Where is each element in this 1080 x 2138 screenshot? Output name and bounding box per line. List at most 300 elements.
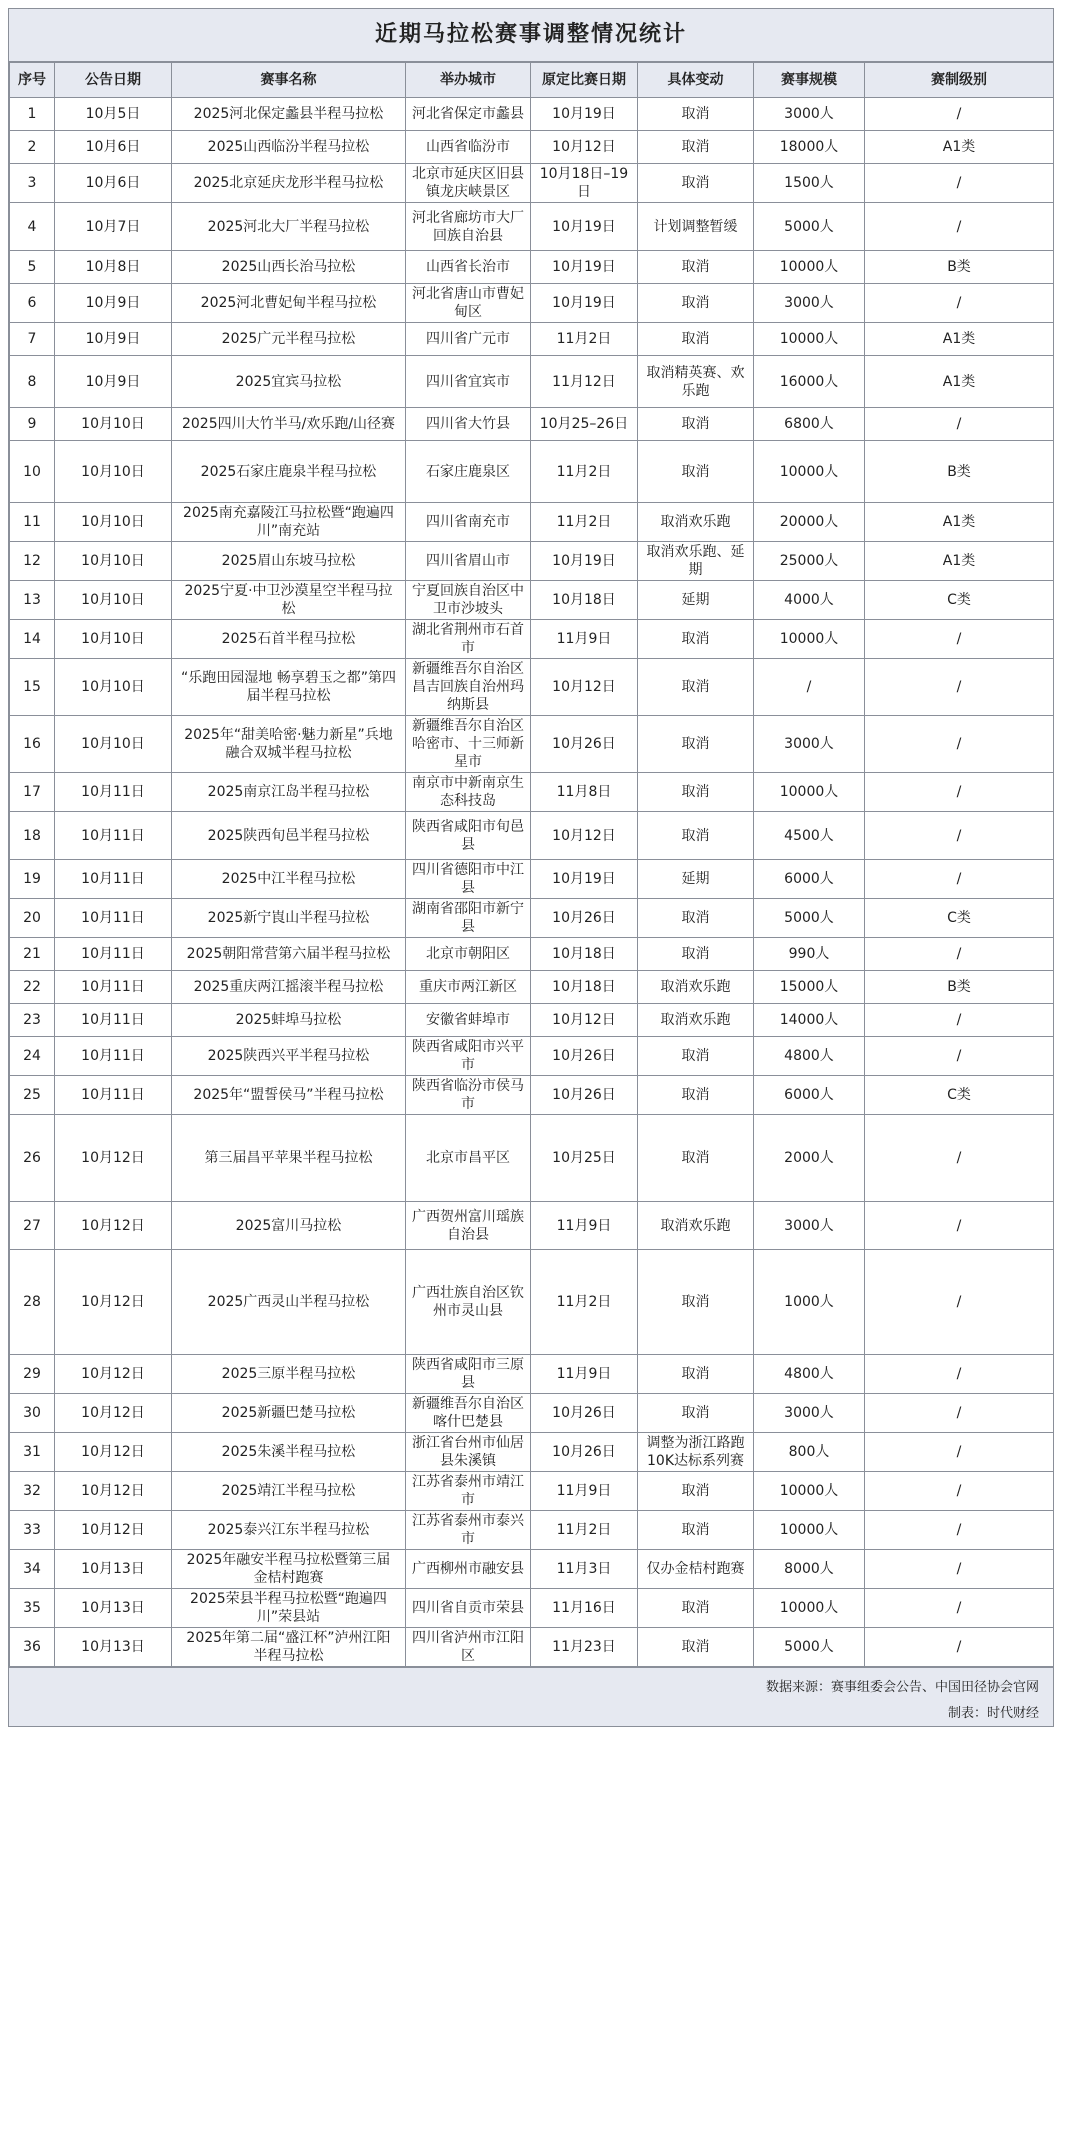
table-body	[10, 98, 1054, 1667]
table-row	[10, 1250, 1054, 1355]
cell-change: 取消	[638, 1076, 754, 1115]
cell-city: 安徽省蚌埠市	[406, 1004, 531, 1037]
cell-change: 取消	[638, 1511, 754, 1550]
cell-date: 10月11日	[55, 773, 172, 812]
cell-city: 江苏省泰州市泰兴市	[406, 1511, 531, 1550]
col-header-date: 公告日期	[55, 63, 172, 98]
cell-level: /	[865, 203, 1054, 251]
table-row	[10, 408, 1054, 441]
cell-city: 四川省南充市	[406, 503, 531, 542]
cell-level: /	[865, 1433, 1054, 1472]
cell-level: A1类	[865, 131, 1054, 164]
cell-city: 浙江省台州市仙居县朱溪镇	[406, 1433, 531, 1472]
cell-scale: 14000人	[754, 1004, 865, 1037]
cell-date: 10月11日	[55, 971, 172, 1004]
cell-no: 10	[10, 441, 55, 503]
cell-name: 2025朱溪半程马拉松	[172, 1433, 406, 1472]
table-row	[10, 812, 1054, 860]
cell-city: 河北省廊坊市大厂回族自治县	[406, 203, 531, 251]
cell-date: 10月11日	[55, 1076, 172, 1115]
cell-name: 2025中江半程马拉松	[172, 860, 406, 899]
cell-city: 四川省广元市	[406, 323, 531, 356]
table-row	[10, 503, 1054, 542]
table-row	[10, 1355, 1054, 1394]
table-row	[10, 716, 1054, 773]
cell-name: 第三届昌平苹果半程马拉松	[172, 1115, 406, 1202]
cell-no: 11	[10, 503, 55, 542]
cell-scale: 10000人	[754, 441, 865, 503]
cell-change: 取消	[638, 1115, 754, 1202]
cell-name: 2025蚌埠马拉松	[172, 1004, 406, 1037]
cell-scale: 10000人	[754, 620, 865, 659]
cell-date: 10月13日	[55, 1589, 172, 1628]
cell-orig-date: 11月12日	[531, 356, 638, 408]
cell-city: 陕西省咸阳市三原县	[406, 1355, 531, 1394]
cell-no: 33	[10, 1511, 55, 1550]
cell-level: C类	[865, 581, 1054, 620]
cell-name: 2025年“盟誓侯马”半程马拉松	[172, 1076, 406, 1115]
cell-date: 10月9日	[55, 284, 172, 323]
col-header-city: 举办城市	[406, 63, 531, 98]
cell-no: 6	[10, 284, 55, 323]
cell-scale: 8000人	[754, 1550, 865, 1589]
cell-date: 10月11日	[55, 899, 172, 938]
cell-name: 2025南充嘉陵江马拉松暨“跑遍四川”南充站	[172, 503, 406, 542]
cell-scale: 10000人	[754, 323, 865, 356]
cell-level: A1类	[865, 542, 1054, 581]
table-row	[10, 1115, 1054, 1202]
cell-orig-date: 10月26日	[531, 1394, 638, 1433]
cell-date: 10月11日	[55, 1004, 172, 1037]
cell-orig-date: 11月2日	[531, 1511, 638, 1550]
cell-change: 取消欢乐跑	[638, 971, 754, 1004]
table-row	[10, 1004, 1054, 1037]
cell-orig-date: 11月9日	[531, 1472, 638, 1511]
cell-change: 取消	[638, 1394, 754, 1433]
cell-name: 2025荣县半程马拉松暨“跑遍四川”荣县站	[172, 1589, 406, 1628]
cell-name: 2025山西临汾半程马拉松	[172, 131, 406, 164]
cell-orig-date: 10月19日	[531, 251, 638, 284]
cell-level: /	[865, 98, 1054, 131]
table-row	[10, 620, 1054, 659]
table-row	[10, 581, 1054, 620]
cell-level: B类	[865, 251, 1054, 284]
cell-orig-date: 11月23日	[531, 1628, 638, 1667]
cell-change: 调整为浙江路跑10K达标系列赛	[638, 1433, 754, 1472]
cell-city: 新疆维吾尔自治区哈密市、十三师新星市	[406, 716, 531, 773]
cell-city: 江苏省泰州市靖江市	[406, 1472, 531, 1511]
cell-change: 取消精英赛、欢乐跑	[638, 356, 754, 408]
cell-city: 新疆维吾尔自治区喀什巴楚县	[406, 1394, 531, 1433]
cell-name: 2025陕西旬邑半程马拉松	[172, 812, 406, 860]
cell-change: 取消	[638, 1037, 754, 1076]
cell-no: 4	[10, 203, 55, 251]
table-row	[10, 971, 1054, 1004]
cell-level: /	[865, 1004, 1054, 1037]
cell-change: 取消欢乐跑	[638, 1004, 754, 1037]
cell-city: 四川省德阳市中江县	[406, 860, 531, 899]
cell-no: 19	[10, 860, 55, 899]
cell-no: 15	[10, 659, 55, 716]
cell-city: 陕西省临汾市侯马市	[406, 1076, 531, 1115]
cell-orig-date: 10月26日	[531, 899, 638, 938]
cell-date: 10月10日	[55, 542, 172, 581]
cell-no: 35	[10, 1589, 55, 1628]
table-row	[10, 542, 1054, 581]
cell-scale: 25000人	[754, 542, 865, 581]
cell-orig-date: 10月18日	[531, 971, 638, 1004]
cell-no: 8	[10, 356, 55, 408]
table-row	[10, 1628, 1054, 1667]
table-row	[10, 323, 1054, 356]
cell-name: 2025石家庄鹿泉半程马拉松	[172, 441, 406, 503]
cell-orig-date: 10月19日	[531, 860, 638, 899]
cell-level: B类	[865, 441, 1054, 503]
table-row	[10, 899, 1054, 938]
cell-scale: 3000人	[754, 98, 865, 131]
cell-city: 北京市朝阳区	[406, 938, 531, 971]
cell-city: 河北省保定市蠡县	[406, 98, 531, 131]
cell-change: 取消欢乐跑	[638, 1202, 754, 1250]
cell-name: 2025北京延庆龙形半程马拉松	[172, 164, 406, 203]
cell-name: 2025陕西兴平半程马拉松	[172, 1037, 406, 1076]
cell-orig-date: 10月12日	[531, 812, 638, 860]
cell-orig-date: 11月8日	[531, 773, 638, 812]
cell-orig-date: 11月9日	[531, 1355, 638, 1394]
table-row	[10, 773, 1054, 812]
cell-no: 12	[10, 542, 55, 581]
cell-city: 四川省宜宾市	[406, 356, 531, 408]
cell-name: 2025新宁崀山半程马拉松	[172, 899, 406, 938]
cell-change: 取消	[638, 441, 754, 503]
table-row	[10, 203, 1054, 251]
cell-orig-date: 10月26日	[531, 1037, 638, 1076]
cell-name: 2025河北保定蠡县半程马拉松	[172, 98, 406, 131]
cell-level: /	[865, 1472, 1054, 1511]
cell-change: 延期	[638, 860, 754, 899]
cell-name: “乐跑田园湿地 畅享碧玉之都”第四届半程马拉松	[172, 659, 406, 716]
cell-orig-date: 10月18日	[531, 938, 638, 971]
cell-level: /	[865, 1250, 1054, 1355]
cell-name: 2025河北大厂半程马拉松	[172, 203, 406, 251]
cell-no: 22	[10, 971, 55, 1004]
cell-no: 16	[10, 716, 55, 773]
cell-orig-date: 10月19日	[531, 98, 638, 131]
cell-no: 29	[10, 1355, 55, 1394]
cell-city: 北京市昌平区	[406, 1115, 531, 1202]
cell-orig-date: 11月2日	[531, 441, 638, 503]
cell-no: 34	[10, 1550, 55, 1589]
cell-date: 10月10日	[55, 716, 172, 773]
cell-no: 13	[10, 581, 55, 620]
cell-date: 10月13日	[55, 1550, 172, 1589]
cell-no: 20	[10, 899, 55, 938]
cell-date: 10月11日	[55, 938, 172, 971]
table-row	[10, 1550, 1054, 1589]
cell-scale: 6000人	[754, 1076, 865, 1115]
cell-no: 28	[10, 1250, 55, 1355]
cell-name: 2025河北曹妃甸半程马拉松	[172, 284, 406, 323]
cell-change: 取消	[638, 812, 754, 860]
cell-orig-date: 11月9日	[531, 1202, 638, 1250]
cell-orig-date: 10月12日	[531, 131, 638, 164]
cell-date: 10月10日	[55, 581, 172, 620]
cell-date: 10月12日	[55, 1355, 172, 1394]
cell-scale: 4500人	[754, 812, 865, 860]
data-table	[9, 62, 1054, 1667]
table-row	[10, 1511, 1054, 1550]
cell-change: 取消	[638, 1589, 754, 1628]
cell-date: 10月12日	[55, 1511, 172, 1550]
cell-no: 30	[10, 1394, 55, 1433]
cell-change: 取消	[638, 1628, 754, 1667]
cell-level: A1类	[865, 323, 1054, 356]
cell-name: 2025眉山东坡马拉松	[172, 542, 406, 581]
table-row	[10, 1037, 1054, 1076]
cell-date: 10月10日	[55, 441, 172, 503]
cell-date: 10月9日	[55, 356, 172, 408]
cell-scale: /	[754, 659, 865, 716]
col-header-no: 序号	[10, 63, 55, 98]
table-title: 近期马拉松赛事调整情况统计	[9, 9, 1053, 62]
cell-scale: 3000人	[754, 1202, 865, 1250]
cell-scale: 5000人	[754, 203, 865, 251]
cell-date: 10月9日	[55, 323, 172, 356]
cell-scale: 2000人	[754, 1115, 865, 1202]
table-row	[10, 441, 1054, 503]
cell-change: 取消	[638, 938, 754, 971]
cell-no: 2	[10, 131, 55, 164]
cell-change: 取消	[638, 131, 754, 164]
cell-level: /	[865, 716, 1054, 773]
cell-scale: 16000人	[754, 356, 865, 408]
cell-name: 2025山西长治马拉松	[172, 251, 406, 284]
cell-scale: 20000人	[754, 503, 865, 542]
cell-level: /	[865, 1115, 1054, 1202]
source-note: 数据来源：赛事组委会公告、中国田径协会官网	[765, 1680, 1039, 1695]
col-header-scale: 赛事规模	[754, 63, 865, 98]
cell-no: 31	[10, 1433, 55, 1472]
cell-level: /	[865, 773, 1054, 812]
cell-city: 宁夏回族自治区中卫市沙坡头	[406, 581, 531, 620]
cell-orig-date: 10月18日	[531, 581, 638, 620]
table-row	[10, 356, 1054, 408]
maker-note: 制表：时代财经	[947, 1706, 1039, 1721]
cell-level: /	[865, 284, 1054, 323]
cell-scale: 10000人	[754, 1472, 865, 1511]
cell-orig-date: 10月26日	[531, 1433, 638, 1472]
cell-name: 2025年“甜美哈密·魅力新星”兵地融合双城半程马拉松	[172, 716, 406, 773]
cell-city: 新疆维吾尔自治区昌吉回族自治州玛纳斯县	[406, 659, 531, 716]
cell-level: /	[865, 1394, 1054, 1433]
cell-date: 10月8日	[55, 251, 172, 284]
cell-no: 25	[10, 1076, 55, 1115]
cell-orig-date: 10月12日	[531, 1004, 638, 1037]
cell-date: 10月10日	[55, 503, 172, 542]
cell-scale: 4800人	[754, 1355, 865, 1394]
cell-no: 1	[10, 98, 55, 131]
cell-change: 取消	[638, 98, 754, 131]
cell-scale: 3000人	[754, 284, 865, 323]
table-row	[10, 131, 1054, 164]
cell-name: 2025年第二届“盛江杯”泸州江阳半程马拉松	[172, 1628, 406, 1667]
cell-scale: 5000人	[754, 899, 865, 938]
cell-change: 取消	[638, 284, 754, 323]
cell-change: 取消	[638, 716, 754, 773]
cell-scale: 10000人	[754, 1589, 865, 1628]
cell-level: /	[865, 1511, 1054, 1550]
table-row	[10, 1433, 1054, 1472]
cell-orig-date: 11月9日	[531, 620, 638, 659]
cell-city: 重庆市两江新区	[406, 971, 531, 1004]
cell-no: 23	[10, 1004, 55, 1037]
cell-orig-date: 10月26日	[531, 1076, 638, 1115]
cell-city: 湖南省邵阳市新宁县	[406, 899, 531, 938]
cell-no: 3	[10, 164, 55, 203]
cell-orig-date: 11月2日	[531, 323, 638, 356]
cell-change: 取消	[638, 773, 754, 812]
cell-date: 10月6日	[55, 131, 172, 164]
cell-change: 计划调整暂缓	[638, 203, 754, 251]
col-header-orig-date: 原定比赛日期	[531, 63, 638, 98]
cell-scale: 1500人	[754, 164, 865, 203]
cell-scale: 6800人	[754, 408, 865, 441]
cell-level: B类	[865, 971, 1054, 1004]
table-row	[10, 284, 1054, 323]
cell-name: 2025宜宾马拉松	[172, 356, 406, 408]
cell-date: 10月10日	[55, 408, 172, 441]
cell-level: /	[865, 1589, 1054, 1628]
cell-date: 10月11日	[55, 860, 172, 899]
cell-scale: 3000人	[754, 1394, 865, 1433]
cell-city: 四川省泸州市江阳区	[406, 1628, 531, 1667]
cell-change: 取消	[638, 251, 754, 284]
cell-date: 10月12日	[55, 1202, 172, 1250]
cell-level: C类	[865, 899, 1054, 938]
cell-orig-date: 11月2日	[531, 503, 638, 542]
cell-change: 取消	[638, 408, 754, 441]
cell-orig-date: 10月12日	[531, 659, 638, 716]
cell-date: 10月6日	[55, 164, 172, 203]
cell-no: 18	[10, 812, 55, 860]
cell-no: 21	[10, 938, 55, 971]
col-header-change: 具体变动	[638, 63, 754, 98]
table-row	[10, 251, 1054, 284]
cell-name: 2025四川大竹半马/欢乐跑/山径赛	[172, 408, 406, 441]
cell-change: 取消欢乐跑、延期	[638, 542, 754, 581]
cell-orig-date: 10月19日	[531, 203, 638, 251]
cell-orig-date: 11月16日	[531, 1589, 638, 1628]
cell-orig-date: 10月25日	[531, 1115, 638, 1202]
cell-city: 山西省长治市	[406, 251, 531, 284]
cell-level: /	[865, 164, 1054, 203]
cell-level: /	[865, 1037, 1054, 1076]
cell-change: 仅办金桔村跑赛	[638, 1550, 754, 1589]
cell-name: 2025泰兴江东半程马拉松	[172, 1511, 406, 1550]
cell-city: 广西壮族自治区钦州市灵山县	[406, 1250, 531, 1355]
cell-date: 10月12日	[55, 1433, 172, 1472]
cell-change: 取消欢乐跑	[638, 503, 754, 542]
cell-level: /	[865, 659, 1054, 716]
cell-name: 2025石首半程马拉松	[172, 620, 406, 659]
cell-date: 10月7日	[55, 203, 172, 251]
table-row	[10, 98, 1054, 131]
cell-orig-date: 11月3日	[531, 1550, 638, 1589]
cell-date: 10月5日	[55, 98, 172, 131]
table-row	[10, 164, 1054, 203]
cell-change: 取消	[638, 323, 754, 356]
cell-no: 24	[10, 1037, 55, 1076]
header-row	[10, 63, 1054, 98]
cell-scale: 10000人	[754, 773, 865, 812]
cell-date: 10月11日	[55, 1037, 172, 1076]
table-row	[10, 1589, 1054, 1628]
cell-scale: 10000人	[754, 1511, 865, 1550]
cell-no: 17	[10, 773, 55, 812]
table-row	[10, 938, 1054, 971]
cell-scale: 4000人	[754, 581, 865, 620]
table-row	[10, 860, 1054, 899]
cell-orig-date: 10月26日	[531, 716, 638, 773]
cell-level: /	[865, 1355, 1054, 1394]
cell-scale: 15000人	[754, 971, 865, 1004]
col-header-name: 赛事名称	[172, 63, 406, 98]
cell-level: C类	[865, 1076, 1054, 1115]
cell-level: /	[865, 1628, 1054, 1667]
cell-name: 2025富川马拉松	[172, 1202, 406, 1250]
cell-city: 陕西省咸阳市兴平市	[406, 1037, 531, 1076]
cell-change: 延期	[638, 581, 754, 620]
cell-city: 北京市延庆区旧县镇龙庆峡景区	[406, 164, 531, 203]
cell-scale: 4800人	[754, 1037, 865, 1076]
cell-change: 取消	[638, 1355, 754, 1394]
cell-level: A1类	[865, 356, 1054, 408]
cell-city: 南京市中新南京生态科技岛	[406, 773, 531, 812]
cell-change: 取消	[638, 1472, 754, 1511]
cell-no: 14	[10, 620, 55, 659]
cell-change: 取消	[638, 899, 754, 938]
cell-level: /	[865, 1202, 1054, 1250]
cell-city: 四川省眉山市	[406, 542, 531, 581]
cell-name: 2025三原半程马拉松	[172, 1355, 406, 1394]
cell-change: 取消	[638, 620, 754, 659]
cell-no: 27	[10, 1202, 55, 1250]
cell-orig-date: 10月18日–19日	[531, 164, 638, 203]
stats-table-sheet	[8, 8, 1054, 1727]
cell-orig-date: 10月19日	[531, 284, 638, 323]
table-footer	[9, 1667, 1053, 1726]
cell-no: 9	[10, 408, 55, 441]
cell-scale: 10000人	[754, 251, 865, 284]
cell-level: /	[865, 938, 1054, 971]
cell-city: 山西省临汾市	[406, 131, 531, 164]
cell-level: A1类	[865, 503, 1054, 542]
cell-no: 36	[10, 1628, 55, 1667]
cell-city: 陕西省咸阳市旬邑县	[406, 812, 531, 860]
cell-scale: 18000人	[754, 131, 865, 164]
cell-date: 10月12日	[55, 1115, 172, 1202]
cell-orig-date: 10月19日	[531, 542, 638, 581]
cell-change: 取消	[638, 1250, 754, 1355]
cell-name: 2025广西灵山半程马拉松	[172, 1250, 406, 1355]
cell-name: 2025广元半程马拉松	[172, 323, 406, 356]
table-row	[10, 1076, 1054, 1115]
cell-date: 10月12日	[55, 1472, 172, 1511]
cell-scale: 1000人	[754, 1250, 865, 1355]
cell-name: 2025新疆巴楚马拉松	[172, 1394, 406, 1433]
cell-scale: 6000人	[754, 860, 865, 899]
cell-name: 2025南京江岛半程马拉松	[172, 773, 406, 812]
